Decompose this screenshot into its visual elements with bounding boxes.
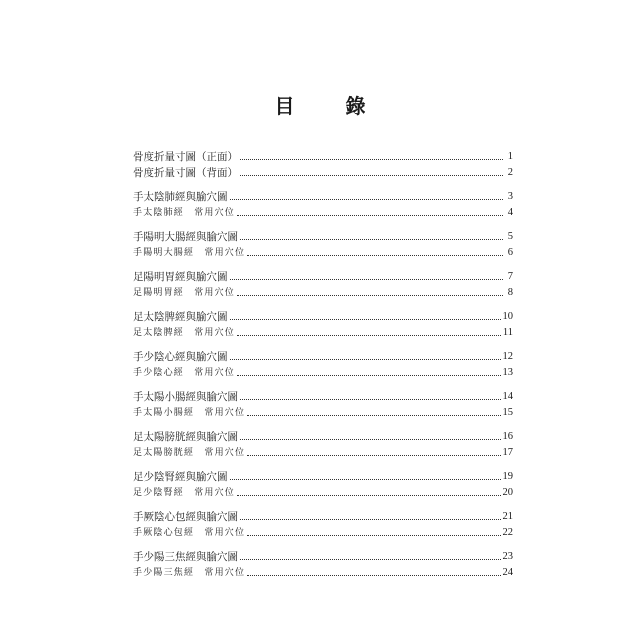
toc-entry-page-number: 6 [507,247,513,258]
toc-entry-label: 足太陰脾經 常用穴位 [133,328,236,338]
toc-entry-page-number: 24 [502,567,513,578]
dot-leader [230,199,504,200]
toc-entry[interactable] [133,306,513,323]
toc-group [133,386,513,419]
toc-group [133,226,513,259]
toc-entry-label: 足太陰脾經與腧穴圖 [133,310,228,323]
dot-leader [240,399,501,400]
toc-entry[interactable] [133,226,513,243]
dot-leader [247,415,500,416]
toc-group [133,346,513,379]
toc-entry-page-number: 8 [507,287,513,298]
dot-leader [230,359,501,360]
toc-entry[interactable] [133,363,513,380]
dot-leader [240,239,503,240]
toc-entry[interactable] [133,203,513,220]
toc-entry-label: 手陽明大腸經與腧穴圖 [133,230,238,243]
page-title: 目 錄 [274,94,388,118]
toc-entry-label: 足少陰腎經 常用穴位 [133,488,236,498]
toc-entry[interactable] [133,146,513,163]
toc-entry-page-number: 2 [507,167,513,178]
dot-leader [240,559,501,560]
toc-entry-label: 骨度折量寸圖（背面） [133,167,238,179]
toc-entry[interactable] [133,466,513,483]
toc-entry[interactable] [133,323,513,340]
toc-entry-page-number: 7 [507,270,513,282]
toc-entry-label: 手太陽小腸經與腧穴圖 [133,390,238,403]
dot-leader [230,319,501,320]
toc-entry[interactable] [133,186,513,203]
dot-leader [247,535,500,536]
toc-entry[interactable] [133,243,513,260]
toc-entry-label: 手少陽三焦經與腧穴圖 [133,550,238,563]
toc-entry-page-number: 14 [502,390,513,402]
toc-entry-label: 手陽明大腸經 常用穴位 [133,248,246,258]
toc-entry-page-number: 22 [502,527,513,538]
toc-group [133,426,513,459]
toc-entry-page-number: 3 [507,190,513,202]
toc-entry-label: 手厥陰心包經 常用穴位 [133,528,246,538]
toc-entry[interactable] [133,523,513,540]
toc-entry-label: 足少陰腎經與腧穴圖 [133,470,228,483]
toc-entry-label: 足太陽膀胱經 常用穴位 [133,448,246,458]
toc-entry[interactable] [133,346,513,363]
toc-entry-page-number: 11 [502,327,513,338]
toc-entry-page-number: 1 [507,150,513,162]
toc-group [133,506,513,539]
toc-group [133,146,513,179]
toc-entry-page-number: 5 [507,230,513,242]
toc-entry[interactable] [133,563,513,580]
toc-entry[interactable] [133,386,513,403]
toc-group [133,266,513,299]
toc-entry[interactable] [133,483,513,500]
toc-entry[interactable] [133,443,513,460]
toc-entry-page-number: 4 [507,207,513,218]
dot-leader [230,479,501,480]
toc-entry-label: 手太陰肺經與腧穴圖 [133,190,228,203]
dot-leader [240,175,503,176]
toc-entry-label: 手少陰心經 常用穴位 [133,368,236,378]
toc-group [133,466,513,499]
dot-leader [247,455,500,456]
dot-leader [237,295,503,296]
dot-leader [230,279,504,280]
dot-leader [240,159,503,160]
toc-group [133,546,513,579]
toc-entry[interactable] [133,546,513,563]
toc-entry-label: 手厥陰心包經與腧穴圖 [133,510,238,523]
toc-entry[interactable] [133,283,513,300]
toc-entry-page-number: 19 [502,470,513,482]
toc-entry-label: 手太陽小腸經 常用穴位 [133,408,246,418]
toc-entry-label: 足太陽膀胱經與腧穴圖 [133,430,238,443]
toc-entry-page-number: 16 [502,430,513,442]
table-of-contents [133,146,513,586]
toc-entry[interactable] [133,426,513,443]
toc-entry-label: 足陽明胃經 常用穴位 [133,288,236,298]
dot-leader [240,439,501,440]
toc-entry-label: 手少陰心經與腧穴圖 [133,350,228,363]
dot-leader [237,495,500,496]
toc-entry[interactable] [133,266,513,283]
toc-entry-page-number: 21 [502,510,513,522]
dot-leader [240,519,501,520]
toc-entry-label: 骨度折量寸圖（正面） [133,150,238,163]
toc-entry[interactable] [133,163,513,180]
toc-group [133,306,513,339]
dot-leader [247,255,503,256]
toc-entry-page-number: 17 [502,447,513,458]
toc-entry-page-number: 12 [502,350,513,362]
toc-entry-page-number: 20 [502,487,513,498]
toc-entry-page-number: 23 [502,550,513,562]
toc-entry-label: 手太陰肺經 常用穴位 [133,208,236,218]
dot-leader [237,335,501,336]
toc-group [133,186,513,219]
toc-entry-label: 手少陽三焦經 常用穴位 [133,568,246,578]
toc-entry[interactable] [133,506,513,523]
toc-entry-label: 足陽明胃經與腧穴圖 [133,270,228,283]
toc-entry-page-number: 15 [502,407,513,418]
dot-leader [237,215,503,216]
dot-leader [237,375,500,376]
dot-leader [247,575,500,576]
toc-entry[interactable] [133,403,513,420]
toc-entry-page-number: 10 [502,310,513,322]
toc-entry-page-number: 13 [502,367,513,378]
